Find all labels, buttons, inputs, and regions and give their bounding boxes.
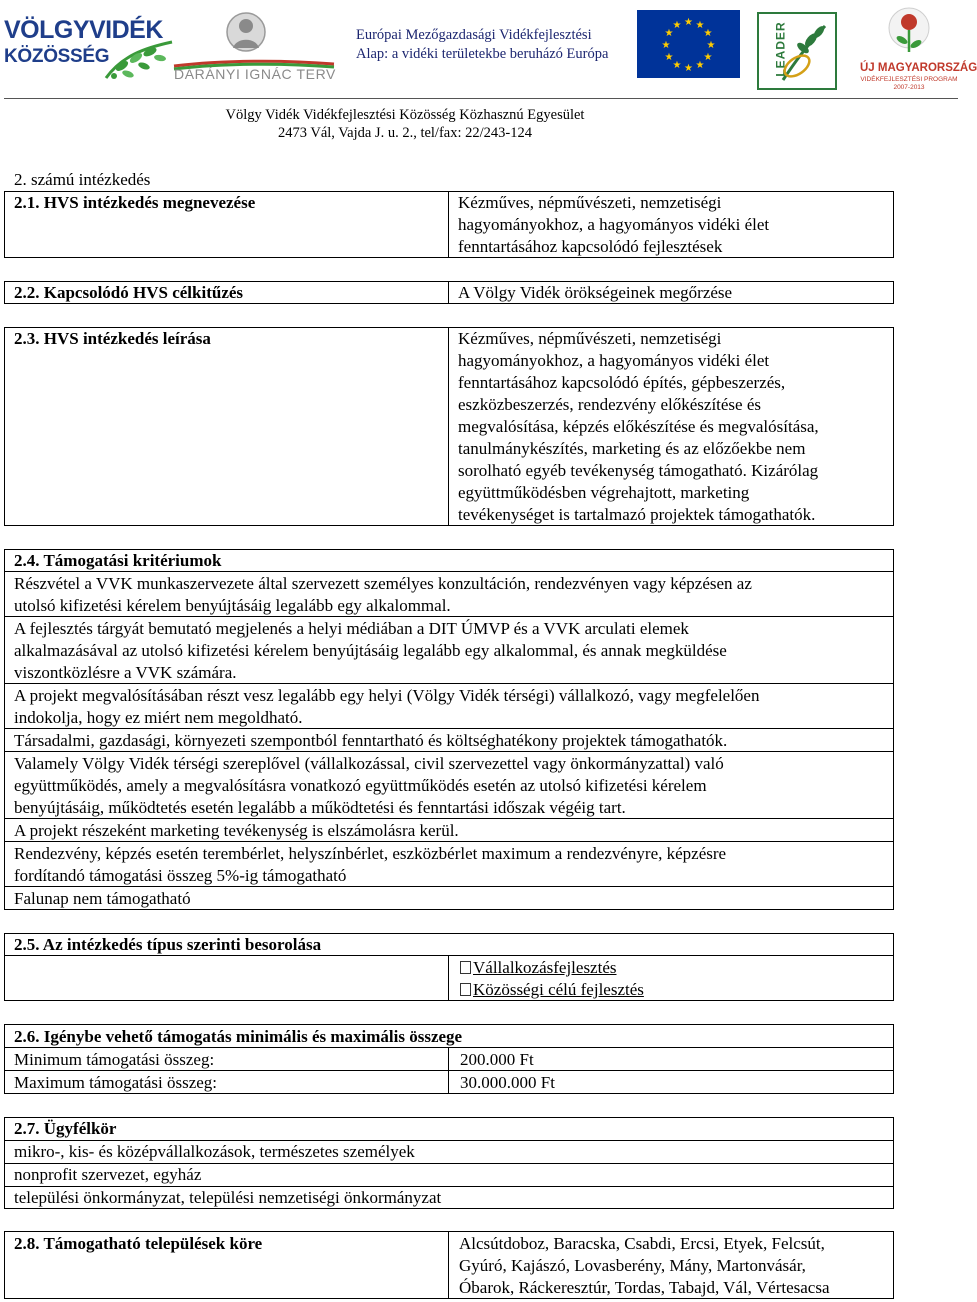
umvp-line-1: ÚJ MAGYARORSZÁG [860, 62, 977, 74]
eu-flag [637, 10, 740, 78]
s27-line: nonprofit szervezet, egyház [14, 1165, 202, 1184]
s24-line: A fejlesztés tárgyát bemutató megjelenés a helyi médiában a DIT ÚMVP és a VVK arculati elemek [14, 619, 689, 638]
section-2-3-value [458, 328, 819, 526]
s24-line: utolsó kifizetési kérelem benyújtásáig legalább egy alkalommal. [14, 596, 451, 615]
svg-text:★: ★ [684, 17, 693, 28]
s25-divider [448, 955, 449, 1001]
checkbox-icon[interactable] [460, 983, 471, 996]
s23-line: tanulmánykészítés, marketing és az előzőekbe nem [458, 439, 806, 458]
svg-text:★: ★ [661, 40, 671, 51]
section-2-1-divider [448, 191, 449, 258]
s24-line: Rendezvény, képzés esetén terembérlet, helyszínbérlet, eszközbérlet maximum a rendezvényre, képzésre [14, 844, 727, 863]
s21-line: hagyományokhoz, a hagyományos vidéki élet [458, 215, 770, 234]
s24-line: Valamely Völgy Vidék térségi szereplővel (vállalkozással, civil szervezettel vagy önkormányzattal) való [14, 754, 724, 773]
s28-line: Alcsútdoboz, Baracska, Csabdi, Ercsi, Etyek, Felcsút, [459, 1234, 825, 1253]
s24-line: fordítandó támogatási összeg 5%-ig támogatható [14, 866, 347, 885]
svg-text:★: ★ [695, 20, 705, 31]
leader-logo [757, 12, 837, 90]
s28-line: Gyúró, Kajászó, Lovasberény, Mány, Martonvásár, [459, 1256, 806, 1275]
svg-text:★: ★ [695, 60, 705, 71]
section-2-7-label: 2.7. Ügyfélkör [14, 1119, 117, 1138]
s28-line: Óbarok, Ráckeresztúr, Tordas, Tabajd, Vál, Vértesacsa [459, 1278, 830, 1297]
section-2-2-divider [448, 281, 449, 304]
s24-line: A projekt megvalósításában részt vesz legalább egy helyi (Völgy Vidék térségi) vállalkozó, vagy megfelelően [14, 686, 760, 705]
min-amount-value: 200.000 Ft [460, 1050, 534, 1069]
org-address: 2473 Vál, Vajda J. u. 2., tel/fax: 22/243-124 [278, 125, 532, 141]
svg-text:★: ★ [664, 28, 674, 39]
section-2-3-label: 2.3. HVS intézkedés leírása [14, 329, 211, 348]
s24-line: indokolja, hogy ez miért nem megoldható. [14, 708, 303, 727]
svg-text:★: ★ [703, 52, 713, 63]
section-2-4-label: 2.4. Támogatási kritériumok [14, 551, 222, 570]
uj-magyarorszag-logo [860, 4, 977, 96]
max-amount-value: 30.000.000 Ft [460, 1073, 555, 1092]
section-2-3-divider [448, 327, 449, 526]
measure-title: 2. számú intézkedés [14, 170, 151, 189]
min-amount-label: Minimum támogatási összeg: [14, 1050, 215, 1069]
s21-line: fenntartásához kapcsolódó fejlesztések [458, 237, 723, 256]
s24-line: alkalmazásával az utolsó kifizetési kérelem benyújtásáig legalább egy alkalommal, és annak megküldése [14, 641, 727, 660]
option-label: Közösségi célú fejlesztés [473, 980, 644, 999]
s23-line: sorolható egyéb tevékenység támogatható. Kizárólag [458, 461, 819, 480]
s23-line: tevékenységet is tartalmazó projektek támogathatók. [458, 505, 816, 524]
org-name: Völgy Vidék Vidékfejlesztési Közösség Közhasznú Egyesület [225, 107, 585, 123]
s23-line: Kézműves, népművészeti, nemzetiségi [458, 329, 722, 348]
vv-leaf-icon [100, 32, 176, 86]
s24-line: Társadalmi, gazdasági, környezeti szempontból fenntartható és költséghatékony projektek támogathatók. [14, 731, 728, 750]
max-amount-label: Maximum támogatási összeg: [14, 1073, 218, 1092]
dit-logo-text: DARÁNYI IGNÁC TERV [174, 66, 336, 82]
logo-vv-line1: VÖLGYVIDÉK [4, 16, 163, 44]
s24-line: benyújtásáig, működtetés esetén legalább a működtetési és fenntartási időszak végéig tart. [14, 798, 626, 817]
svg-text:★: ★ [664, 52, 674, 63]
organization-info [0, 106, 810, 142]
eu-stars-icon [637, 10, 740, 78]
s27-line: mikro-, kis- és középvállalkozások, természetes személyek [14, 1142, 415, 1161]
portrait-icon [226, 10, 266, 56]
svg-text:★: ★ [672, 60, 682, 71]
logo-vv-line2: KÖZÖSSÉG [4, 46, 110, 67]
volgyvidek-logo [4, 14, 176, 86]
s23-line: hagyományokhoz, a hagyományos vidéki élet [458, 351, 770, 370]
section-2-1-value [458, 192, 769, 258]
page-header [0, 0, 977, 100]
s23-line: együttműködésben végrehajtott, marketing [458, 483, 750, 502]
s27-line: települési önkormányzat, települési nemzetiségi önkormányzat [14, 1188, 442, 1207]
s23-line: megvalósítása, képzés előkészítése és megvalósítása, [458, 417, 819, 436]
section-2-6-label: 2.6. Igénybe vehető támogatás minimális és maximális összege [14, 1027, 463, 1046]
section-2-2-value: A Völgy Vidék örökségeinek megőrzése [458, 283, 733, 302]
s23-line: eszközbeszerzés, rendezvény előkészítése és [458, 395, 762, 414]
s23-line: fenntartásához kapcsolódó építés, gépbeszerzés, [458, 373, 786, 392]
header-divider [4, 98, 958, 99]
s24-line: viszontközlésre a VVK számára. [14, 663, 237, 682]
s21-line: Kézműves, népművészeti, nemzetiségi [458, 193, 722, 212]
option-vallalkozasfejlesztes[interactable] [460, 957, 617, 979]
s24-line: Falunap nem támogatható [14, 889, 191, 908]
section-2-8-label: 2.8. Támogatható települések köre [14, 1234, 263, 1253]
eu-line-2: Alap: a vidéki területekbe beruházó Európa [356, 46, 609, 62]
umvp-flower-icon [882, 4, 936, 60]
svg-text:★: ★ [706, 40, 716, 51]
s24-line: együttműködés, amely a megvalósításra vonatkozó együttműködés esetén az utolsó kifizetési kérelem [14, 776, 707, 795]
section-2-2-label: 2.2. Kapcsolódó HVS célkitűzés [14, 283, 244, 302]
s24-line: A projekt részeként marketing tevékenység is elszámolásra kerül. [14, 821, 459, 840]
s28-divider [448, 1231, 449, 1299]
eu-fund-text [356, 26, 608, 64]
daranyi-ignac-terv-logo [174, 8, 344, 92]
svg-text:★: ★ [703, 28, 713, 39]
option-label: Vállalkozásfejlesztés [473, 958, 617, 977]
section-2-5-label: 2.5. Az intézkedés típus szerinti besorolása [14, 935, 322, 954]
leader-plant-icon [775, 18, 833, 86]
section-2-1-label: 2.1. HVS intézkedés megnevezése [14, 193, 256, 212]
checkbox-icon[interactable] [460, 961, 471, 974]
leader-text: LEADER [773, 21, 788, 77]
svg-text:★: ★ [684, 63, 693, 74]
s26-divider [448, 1047, 449, 1094]
svg-text:★: ★ [672, 20, 682, 31]
eu-line-1: Európai Mezőgazdasági Vidékfejlesztési [356, 27, 592, 43]
option-kozossegi-celu-fejlesztes[interactable] [460, 979, 644, 1001]
umvp-line-2: VIDÉKFEJLESZTÉSI PROGRAM 2007-2013 [860, 76, 958, 91]
s24-line: Részvétel a VVK munkaszervezete által szervezett személyes konzultáción, rendezvényen vagy képzésen az [14, 574, 752, 593]
